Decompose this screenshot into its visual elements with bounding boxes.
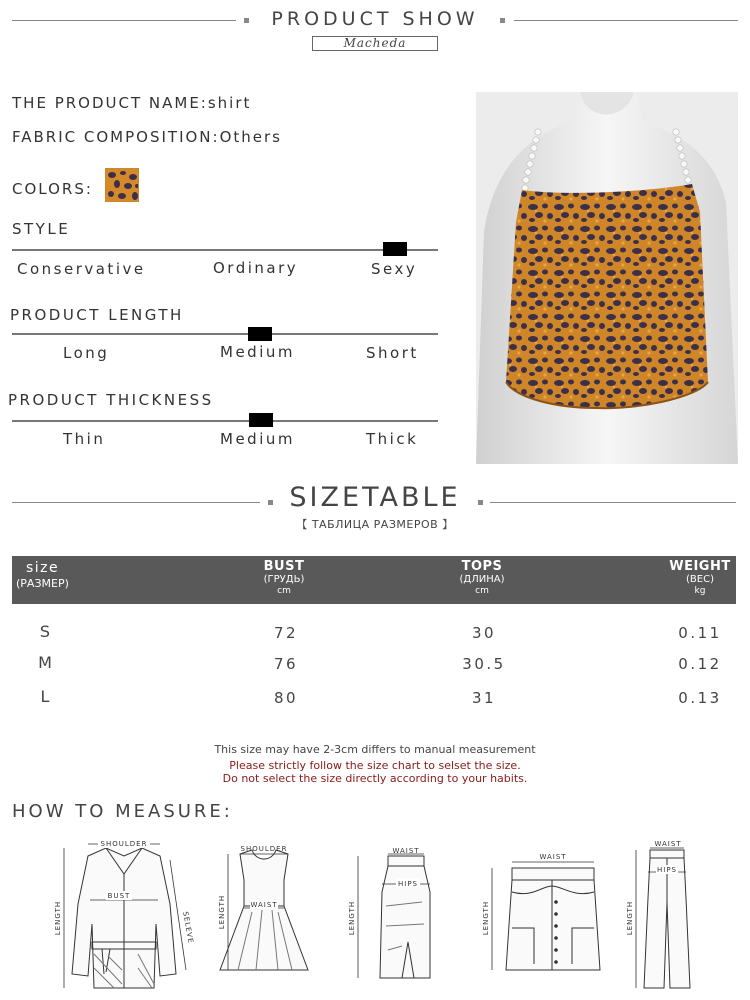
style-option-sexy: Sexy	[371, 260, 418, 278]
cell-bust: 80	[273, 689, 299, 707]
dress-length-label: LENGTH	[218, 894, 226, 930]
cell-tops: 30	[471, 624, 497, 642]
length-label: PRODUCT LENGTH	[10, 306, 184, 324]
brand-label: Macheda	[312, 36, 438, 51]
thickness-option-thick: Thick	[366, 430, 419, 448]
skirt-waist-label: WAIST	[392, 847, 420, 855]
pants-diagram	[620, 838, 700, 994]
cell-size: L	[40, 687, 50, 706]
pants-length-label: LENGTH	[626, 900, 634, 936]
note-measurement: This size may have 2-3cm differs to manual measurement	[214, 743, 536, 756]
sizetable-rule-right	[490, 502, 736, 503]
style-option-conservative: Conservative	[17, 260, 146, 278]
cell-bust: 76	[273, 655, 299, 673]
length-rail	[12, 333, 438, 335]
sizetable-title: SIZETABLE	[289, 482, 461, 513]
thickness-marker	[249, 413, 273, 427]
jacket-sleeve-label: SELEVE	[181, 911, 195, 945]
cell-tops: 30.5	[462, 655, 506, 673]
header-bust: BUST (ГРУДЬ) cm	[263, 559, 305, 596]
table-header	[12, 556, 736, 604]
style-marker	[383, 242, 407, 256]
cell-weight: 0.13	[678, 689, 722, 707]
length-option-short: Short	[366, 344, 419, 362]
jacket-diagram	[48, 834, 198, 992]
cell-size: S	[39, 622, 51, 641]
style-label: STYLE	[12, 220, 71, 238]
product-photo	[476, 92, 738, 464]
cell-size: M	[38, 653, 52, 672]
jacket-bust-label: BUST	[107, 892, 131, 900]
color-swatch-leopard[interactable]	[105, 168, 139, 202]
dress-waist-label: WAIST	[250, 901, 278, 909]
header-size: size (РАЗМЕР)	[16, 560, 69, 590]
jacket-shoulder-label: SHOULDER	[100, 840, 148, 848]
cell-weight: 0.12	[678, 655, 722, 673]
cell-tops: 31	[471, 689, 497, 707]
length-marker	[248, 327, 272, 341]
page-title: PRODUCT SHOW	[271, 8, 479, 30]
header-tops: TOPS (ДЛИНА) cm	[459, 559, 505, 596]
thickness-rail	[12, 420, 438, 422]
sizetable-dot-right	[478, 500, 483, 505]
length-option-long: Long	[63, 344, 110, 362]
skirt-hips-label: HIPS	[398, 880, 418, 888]
colors-label: COLORS:	[12, 180, 93, 198]
how-to-measure-title: HOW TO MEASURE:	[12, 801, 233, 822]
length-option-medium: Medium	[220, 343, 295, 361]
skirt-length-label: LENGTH	[348, 900, 356, 936]
fabric-composition: FABRIC COMPOSITION:Others	[12, 128, 282, 146]
style-rail	[12, 249, 438, 251]
buttoned-skirt-length-label: LENGTH	[482, 900, 490, 936]
dress-shoulder-label: SHOULDER	[240, 845, 288, 853]
style-option-ordinary: Ordinary	[213, 259, 299, 277]
pants-hips-label: HIPS	[657, 866, 677, 874]
header-dot-right	[500, 18, 505, 23]
skirt-diagram	[342, 846, 446, 986]
jacket-length-label: LENGTH	[54, 900, 62, 936]
header-rule-right	[514, 20, 738, 21]
cell-weight: 0.11	[678, 624, 722, 642]
buttoned-skirt-diagram	[476, 846, 616, 982]
buttoned-skirt-waist-label: WAIST	[539, 853, 567, 861]
note-habits: Do not select the size directly according to your habits.	[222, 772, 528, 785]
thickness-option-medium: Medium	[220, 430, 295, 448]
header-weight: WEIGHT (ВЕС) kg	[669, 559, 731, 596]
pants-waist-label: WAIST	[654, 840, 682, 848]
cell-bust: 72	[273, 624, 299, 642]
product-name: THE PRODUCT NAME:shirt	[12, 94, 252, 112]
note-follow-chart: Please strictly follow the size chart to selset the size.	[229, 759, 521, 772]
sizetable-subtitle: 【 ТАБЛИЦА РАЗМЕРОВ 】	[296, 518, 454, 531]
thickness-option-thin: Thin	[63, 430, 106, 448]
dress-diagram	[212, 840, 314, 986]
thickness-label: PRODUCT THICKNESS	[8, 391, 214, 409]
